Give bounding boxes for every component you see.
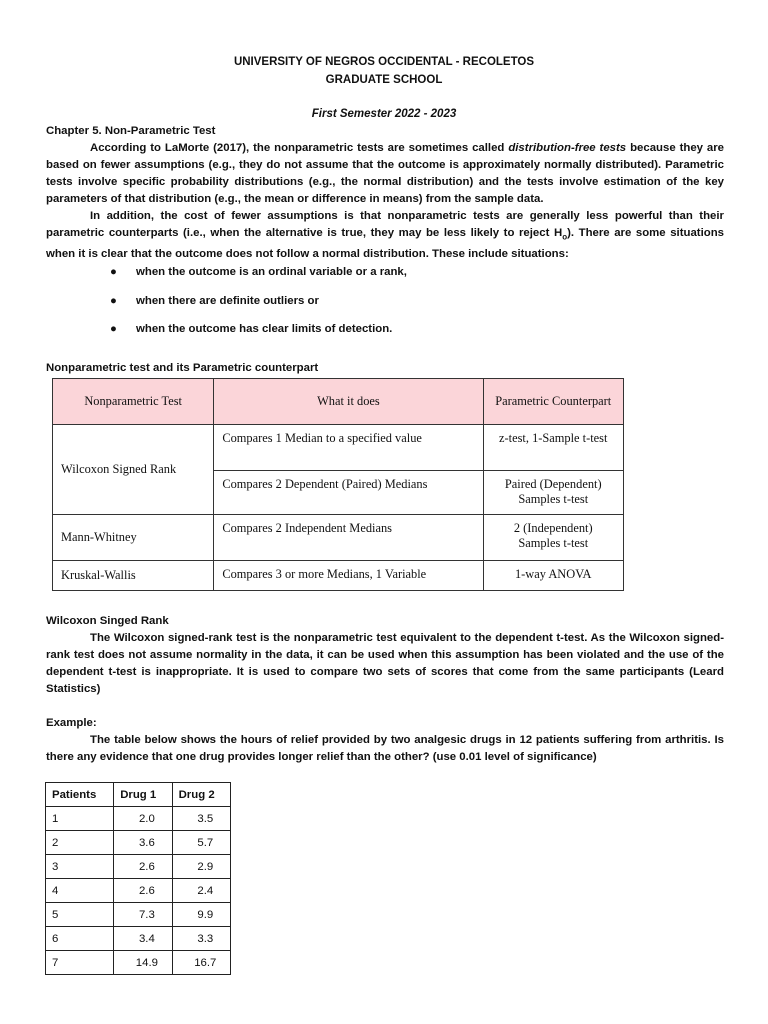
second-text-a: In addition, the cost of fewer assumptions is that nonparametric tests are generally less powerful than their parametric counterparts (i.e., when the alternative is true, they may be less likely to reject H — [46, 210, 724, 239]
bullet-icon: ● — [110, 266, 117, 278]
bullet-icon: ● — [110, 294, 117, 307]
table-cell: 6 — [46, 927, 114, 951]
list-item — [110, 293, 407, 322]
intro-paragraph — [46, 140, 724, 208]
wilcoxon-paragraph: The Wilcoxon signed-rank test is the nonparametric test equivalent to the dependent t-test. As the Wilcoxon signed-rank test does not assume normality in the data, it can be used when this assumption has been violated and the use of the dependent t-test is inappropriate. It is used to compare two sets of scores that come from the same participants (Leard Statistics) — [46, 632, 724, 695]
table-header-row — [46, 783, 231, 807]
table-cell: Kruskal-Wallis — [53, 561, 214, 591]
example-label: Example: — [46, 717, 97, 729]
table-row — [53, 515, 624, 561]
table-header-row — [53, 379, 624, 425]
col-header: Parametric Counterpart — [483, 379, 624, 425]
col-header: Patients — [46, 783, 114, 807]
semester-title: First Semester 2022 - 2023 — [311, 108, 457, 120]
comparison-table — [52, 378, 624, 591]
table-cell: 5.7 — [172, 831, 230, 855]
table-cell: 16.7 — [172, 951, 230, 975]
table-cell: 14.9 — [114, 951, 172, 975]
intro-text-b: because they are based on fewer assumptions (e.g., they do not assume that the outcome is approximately normally distributed). Parametric tests involve specific probability distributions (e.g., the normal distribution) and the tests involve estimation of the key parameters of that distribution (e.g., the mean or difference in means) from the sample data. — [46, 142, 725, 205]
table-cell: 7.3 — [114, 903, 172, 927]
list-item — [110, 264, 407, 293]
second-subscript: o — [562, 232, 568, 242]
list-item-text: when the outcome has clear limits of detection. — [136, 323, 393, 335]
intro-text-a: According to LaMorte (2017), the nonparametric tests are sometimes called — [90, 142, 509, 154]
table-cell: 2.4 — [172, 879, 230, 903]
situation-list — [110, 264, 407, 350]
example-paragraph: The table below shows the hours of relief provided by two analgesic drugs in 12 patients suffering from arthritis. Is there any evidence that one drug provides longer relief than the other? (use 0.01 level of significance) — [46, 734, 724, 763]
table-cell: 2 — [46, 831, 114, 855]
table-row — [46, 807, 231, 831]
col-header: Drug 2 — [172, 783, 230, 807]
table-cell: 4 — [46, 879, 114, 903]
table-cell: z-test, 1-Sample t-test — [483, 425, 624, 471]
university-title: UNIVERSITY OF NEGROS OCCIDENTAL - RECOLETOS — [233, 56, 535, 68]
comparison-heading: Nonparametric test and its Parametric counterpart — [46, 362, 319, 374]
table-cell: 2.6 — [114, 855, 172, 879]
col-header: Drug 1 — [114, 783, 172, 807]
table-cell: Compares 2 Dependent (Paired) Medians — [214, 471, 483, 515]
table-cell: Paired (Dependent) Samples t-test — [483, 471, 624, 515]
table-row — [46, 831, 231, 855]
second-paragraph — [46, 208, 724, 263]
list-item — [110, 321, 407, 350]
table-cell: 2.6 — [114, 879, 172, 903]
table-cell: Wilcoxon Signed Rank — [53, 425, 214, 515]
col-header: What it does — [214, 379, 483, 425]
table-row — [46, 903, 231, 927]
intro-emphasis: distribution-free tests — [508, 142, 627, 154]
table-cell: 1-way ANOVA — [483, 561, 624, 591]
table-row — [46, 879, 231, 903]
table-cell: Compares 3 or more Medians, 1 Variable — [214, 561, 483, 591]
second-text-b: ). There are some situations when it is clear that the outcome does not follow a normal distribution. These include situations: — [46, 226, 725, 261]
table-cell: 5 — [46, 903, 114, 927]
list-item-text: when the outcome is an ordinal variable or a rank, — [136, 266, 407, 278]
chapter-title: Chapter 5. Non-Parametric Test — [46, 125, 216, 137]
table-cell: 3.3 — [172, 927, 230, 951]
drug-table — [45, 782, 231, 975]
table-row — [46, 855, 231, 879]
table-cell: 7 — [46, 951, 114, 975]
table-cell: 2.0 — [114, 807, 172, 831]
school-title: GRADUATE SCHOOL — [325, 74, 443, 86]
table-cell: Compares 1 Median to a specified value — [214, 425, 483, 471]
col-header: Nonparametric Test — [53, 379, 214, 425]
table-row — [46, 951, 231, 975]
table-cell: 3.4 — [114, 927, 172, 951]
table-row — [53, 425, 624, 471]
table-cell: 3.5 — [172, 807, 230, 831]
wilcoxon-title: Wilcoxon Singed Rank — [46, 615, 169, 627]
table-cell: 1 — [46, 807, 114, 831]
table-cell: Compares 2 Independent Medians — [214, 515, 483, 561]
table-row — [46, 927, 231, 951]
list-item-text: when there are definite outliers or — [136, 294, 319, 307]
table-cell: 3 — [46, 855, 114, 879]
bullet-icon: ● — [110, 323, 117, 335]
table-row — [53, 561, 624, 591]
table-cell: 9.9 — [172, 903, 230, 927]
table-cell: 3.6 — [114, 831, 172, 855]
table-cell: Mann-Whitney — [53, 515, 214, 561]
table-cell: 2 (Independent) Samples t-test — [483, 515, 624, 561]
table-cell: 2.9 — [172, 855, 230, 879]
